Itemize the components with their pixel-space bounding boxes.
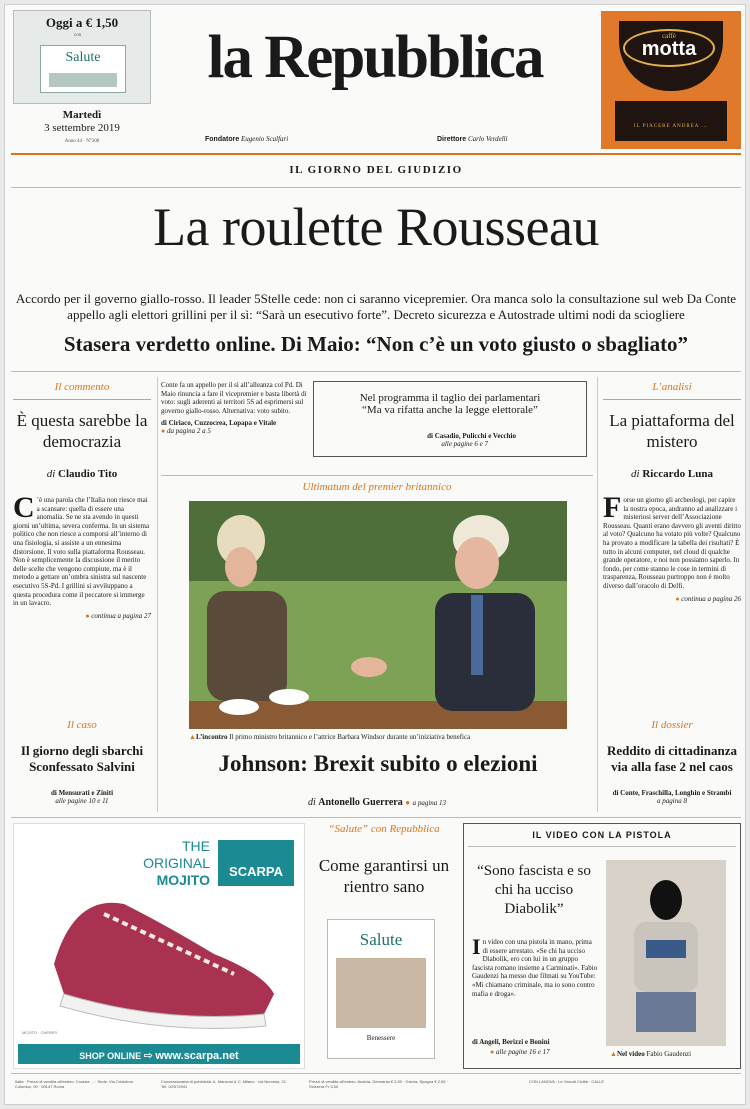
founder-name: Eugenio Scalfari xyxy=(240,135,289,143)
jeans-shape xyxy=(636,992,696,1032)
woman-face-shape xyxy=(225,547,257,587)
video-ref[interactable] xyxy=(490,1048,550,1056)
left-label2: Il caso xyxy=(67,719,97,731)
motta-band xyxy=(615,101,727,141)
masthead[interactable]: la Repubblica xyxy=(207,24,543,91)
director-line xyxy=(437,135,508,143)
scarpa-url: www.scarpa.net xyxy=(155,1050,239,1062)
right-column-divider xyxy=(597,377,598,812)
legal-footer xyxy=(5,1073,746,1105)
director-name: Carlo Verdelli xyxy=(467,135,508,143)
left-label: Il commento xyxy=(54,381,110,393)
salute-magazine-cover xyxy=(327,919,435,1059)
scarpa-model: MOJITO · CHERRY xyxy=(22,1030,58,1035)
center-top-text-block xyxy=(161,381,307,435)
man-face-shape xyxy=(455,537,499,589)
box-quote: “Ma va rifatta anche la legge elettorale” xyxy=(362,404,538,416)
brexit-author: Antonello Guerrera xyxy=(318,797,403,808)
scarpa-line3: MOJITO xyxy=(156,872,210,888)
shoe-illustration xyxy=(44,874,284,1034)
promo-box-title: Salute xyxy=(65,50,101,65)
scarpa-ad[interactable] xyxy=(13,823,305,1069)
issue-number: Anno 44 · N°208 xyxy=(64,139,100,144)
salute-feature[interactable] xyxy=(313,823,455,1069)
left-continue[interactable] xyxy=(13,612,151,620)
left-column-divider xyxy=(157,377,158,812)
footer-col1: Italia · Prezzi di vendita all’estero: Croazia ... · Sede: Via Cristoforo Colombo, 90 · 00147 Roma xyxy=(15,1079,134,1089)
box-credit: di Casadio, Pulicchi e Vecchio xyxy=(427,432,516,440)
day-of-week: Martedì xyxy=(62,109,102,121)
man-body-shape xyxy=(435,593,535,711)
left-case-credit: di Mensurati e Ziniti xyxy=(50,789,114,797)
promo-sup: con xyxy=(74,33,82,38)
lead-headline[interactable]: La roulette Rousseau xyxy=(153,197,599,257)
right-label2: Il dossier xyxy=(651,719,693,731)
masked-man-illustration xyxy=(606,860,726,1046)
scarpa-shop-label: SHOP ONLINE xyxy=(79,1051,142,1061)
left-body-text: ’è una parola che l’Italia non riesce mai a scansare: quella di essere una anomalia. Se ne sta avendo in questi giorni un’ultima, severa conferma. In un sistema politico che non riesce a comporsi all’interno di una fisiologia, si assiste a un ennesima distorsione. Il voto sulla piattaforma Rousseau. Non è semplicemente la discussione il merito delle scelte che vengono compiute, ma è il metodo a gettare un’ombra sinistra sul nascente esecutivo 5S-Pd. I grillini si avviluppano a questa procedura come il peccatore si immerge in un lavacro. xyxy=(13,496,150,608)
center-top-credit: di Ciriaco, Cuzzocrea, Lopapa e Vitale xyxy=(161,419,277,428)
right-author-prefix: di xyxy=(631,468,640,480)
bottom-section-rule xyxy=(11,817,741,818)
video-ref-text: alle pagine 16 e 17 xyxy=(495,1048,550,1056)
promo-magazine-thumb xyxy=(40,45,126,93)
right-label: L’analisi xyxy=(652,381,692,393)
center-top-ref-dot: ● xyxy=(161,427,167,436)
video-quote: “Sono fascista e so chi ha ucciso Diabolik” xyxy=(477,863,591,917)
video-caption-bold: Nel video xyxy=(616,1050,645,1058)
brexit-ref-dot: ● xyxy=(405,798,411,807)
lead-rule xyxy=(11,371,741,372)
director-label: Direttore xyxy=(437,136,467,143)
brexit-ref[interactable]: a pagina 13 xyxy=(412,799,447,807)
motta-logo-small: caffè xyxy=(662,32,676,40)
newspaper-front-page xyxy=(4,4,746,1105)
scarpa-arrow-icon: ⇨ xyxy=(143,1050,153,1062)
brexit-byline xyxy=(161,797,593,808)
sweater-print-shape xyxy=(646,940,686,958)
right-body-text: orse un giorno gli archeologi, per capire la nostra epoca, andranno ad analizzare i misteriosi server dell’Associazione Rousseau. Quanti erano davvero gli aventi diritto al voto? Qualcuno ha votato più volte? Qualcuno ha provato a modificare la tabella dei risultati? È tutto in alcuni computer, nel cloud di qualche grande operatore, e noi non possiamo saperlo. In fondo, per come stanno le cose in termini di trasparenza, Rousseau purtroppo non è molto diverso dall’oracolo di Delfi. xyxy=(603,496,741,590)
box-title: Nel programma il taglio dei parlamentari xyxy=(359,392,541,404)
salute-mag-sub: Benessere xyxy=(366,1034,396,1042)
kicker-rule xyxy=(11,187,741,188)
cup-right-shape xyxy=(269,689,309,705)
right-column xyxy=(603,381,741,603)
left-column-title[interactable]: È questa sarebbe la democrazia xyxy=(16,411,148,451)
brexit-top-rule xyxy=(161,475,593,476)
photo-illustration xyxy=(189,501,567,729)
hands-shape xyxy=(351,657,387,677)
video-feature-box[interactable] xyxy=(463,823,741,1069)
video-still xyxy=(606,860,726,1046)
cup-left-shape xyxy=(219,699,259,715)
video-caption-text: Fabio Gaudenzi xyxy=(646,1050,692,1058)
center-top-text: Conte fa un appello per il sì all’alleanza col Pd. Di Maio rinuncia a fare il vicepremier e basta libertà di voto: sugli aderenti ai territori 5S ad esprimersi sul governo giallo-rosso. Alternativa: voto subito. xyxy=(161,381,307,415)
edition-date xyxy=(17,109,147,148)
header-rule xyxy=(11,153,741,155)
salute-mag-title: Salute xyxy=(359,930,403,949)
video-body xyxy=(472,934,598,998)
left-case-block xyxy=(13,719,151,805)
video-label-rule xyxy=(468,846,736,847)
scarpa-shop-bar[interactable] xyxy=(18,1044,300,1064)
right-continue-dot: ● xyxy=(675,594,682,603)
right-column-title[interactable]: La piattaforma del mistero xyxy=(609,411,735,451)
photo-caption-text: Il primo ministro britannico e l’attrice Barbara Windsor durante un’iniziativa benefica xyxy=(229,733,471,741)
motta-coffee-ad[interactable] xyxy=(601,11,741,149)
promo-price: Oggi a € 1,50 xyxy=(45,15,119,30)
brexit-label: Ultimatum del premier britannico xyxy=(302,481,452,493)
salute-title: Come garantirsi un rientro sano xyxy=(318,856,450,896)
motta-logo xyxy=(623,29,715,67)
date-text: 3 settembre 2019 xyxy=(44,122,120,134)
video-credit: di Angeli, Berizzi e Bonini xyxy=(472,1038,550,1046)
video-label: IL VIDEO CON LA PISTOLA xyxy=(532,830,672,840)
footer-rule xyxy=(11,1073,741,1074)
salute-mag-image xyxy=(336,958,426,1028)
left-label-rule xyxy=(13,399,151,400)
founder-label: Fondatore xyxy=(205,136,240,143)
left-continue-text: continua a pagina 27 xyxy=(91,611,151,620)
left-case-ref[interactable]: alle pagine 10 e 11 xyxy=(55,797,109,805)
left-continue-dot: ● xyxy=(85,611,92,620)
shoe-upper-shape xyxy=(54,903,274,1017)
promo-image xyxy=(49,73,117,87)
johnson-windsor-photo[interactable] xyxy=(189,501,567,729)
left-column xyxy=(13,381,151,620)
right-dossier-ref[interactable]: a pagina 8 xyxy=(657,797,687,805)
video-ref-dot: ● xyxy=(490,1048,496,1056)
motta-tagline: IL PIACERE ANDREA ... xyxy=(633,124,709,129)
electoral-law-box[interactable] xyxy=(313,381,587,457)
right-body xyxy=(603,491,741,591)
left-author-prefix: di xyxy=(46,468,56,480)
lead-kicker: IL GIORNO DEL GIUDIZIO xyxy=(289,164,463,176)
right-continue[interactable] xyxy=(603,595,741,603)
footer-col3: Prezzi di vendita all’estero: Austria, Germania € 2,50 · Grecia, Spagna € 2,50 · Svizzera Fr 3,50 xyxy=(309,1079,448,1089)
box-ref: alle pagine 6 e 7 xyxy=(441,440,488,448)
footer-col4: CON LANOVA · Le Grandi Civiltà · CALLE xyxy=(529,1079,605,1084)
right-continue-text: continua a pagina 26 xyxy=(681,594,741,603)
right-dossier-title[interactable]: Reddito di cittadinanza via alla fase 2 nel caos xyxy=(606,743,737,774)
lead-subhead[interactable]: Stasera verdetto online. Di Maio: “Non c’è un voto giusto o sbagliato” xyxy=(63,332,689,356)
center-top-ref-text: da pagina 2 a 5 xyxy=(166,427,211,436)
left-author-name: Claudio Tito xyxy=(58,468,118,480)
right-dossier-credit: di Conte, Fraschilla, Longhin e Strambi xyxy=(612,789,732,797)
right-dropcap: F xyxy=(603,491,622,524)
center-top-ref[interactable] xyxy=(161,427,307,435)
video-body-text: n video con una pistola in mano, prima di essere arrestato. «Se chi ha ucciso Diabolik, ero con lui in un gruppo fascista romano insieme a Carminati». Fabio Gaudenzi ha messo due filmati su YouTube: «Mi chiamano criminale, ma io sono contro mafia e droga». xyxy=(472,938,598,998)
scarpa-line2: ORIGINAL xyxy=(143,855,210,871)
salute-promo-box[interactable] xyxy=(13,10,151,104)
right-dossier-block xyxy=(603,719,741,805)
video-dropcap: I xyxy=(472,934,481,959)
photo-caption-marker: ▲ xyxy=(189,733,196,741)
founder-line xyxy=(205,135,288,143)
man-tie-shape xyxy=(471,595,483,675)
brexit-headline[interactable]: Johnson: Brexit subito o elezioni xyxy=(218,751,538,776)
scarpa-line1: THE xyxy=(182,838,210,854)
balaclava-shape xyxy=(650,880,682,920)
right-author-name: Riccardo Luna xyxy=(642,468,713,480)
woman-body-shape xyxy=(207,591,287,701)
lead-deck: Accordo per il governo giallo-rosso. Il leader 5Stelle cede: non ci saranno vicepremier. Ora manca solo la consultazione sul web Da Conte appello agli elettori grillini per il sì: “Sarà un esecutivo forte”. Decreto sicurezza e Autostrade ultimi nodi da sciogliere xyxy=(15,291,737,322)
video-caption-marker: ▲ xyxy=(610,1050,617,1058)
left-case-title[interactable]: Il giorno degli sbarchi Sconfessato Salvini xyxy=(20,743,144,774)
footer-col2: Concessionaria di pubblicità: A. Manzoni & C. Milano · via Nervesa, 21 · Tel. 02/574941 xyxy=(161,1079,289,1089)
right-label-rule xyxy=(603,399,741,400)
scarpa-brand: SCARPA xyxy=(229,864,283,879)
photo-caption xyxy=(189,733,567,741)
photo-caption-bold: L’incontro xyxy=(195,733,228,741)
video-caption xyxy=(610,1050,691,1058)
right-author xyxy=(603,468,741,480)
left-dropcap: C xyxy=(13,491,35,524)
left-body xyxy=(13,491,151,608)
motta-brand: motta xyxy=(641,38,697,60)
salute-label: “Salute” con Repubblica xyxy=(328,823,440,835)
left-author xyxy=(13,468,151,480)
brexit-byline-prefix: di xyxy=(307,797,316,808)
